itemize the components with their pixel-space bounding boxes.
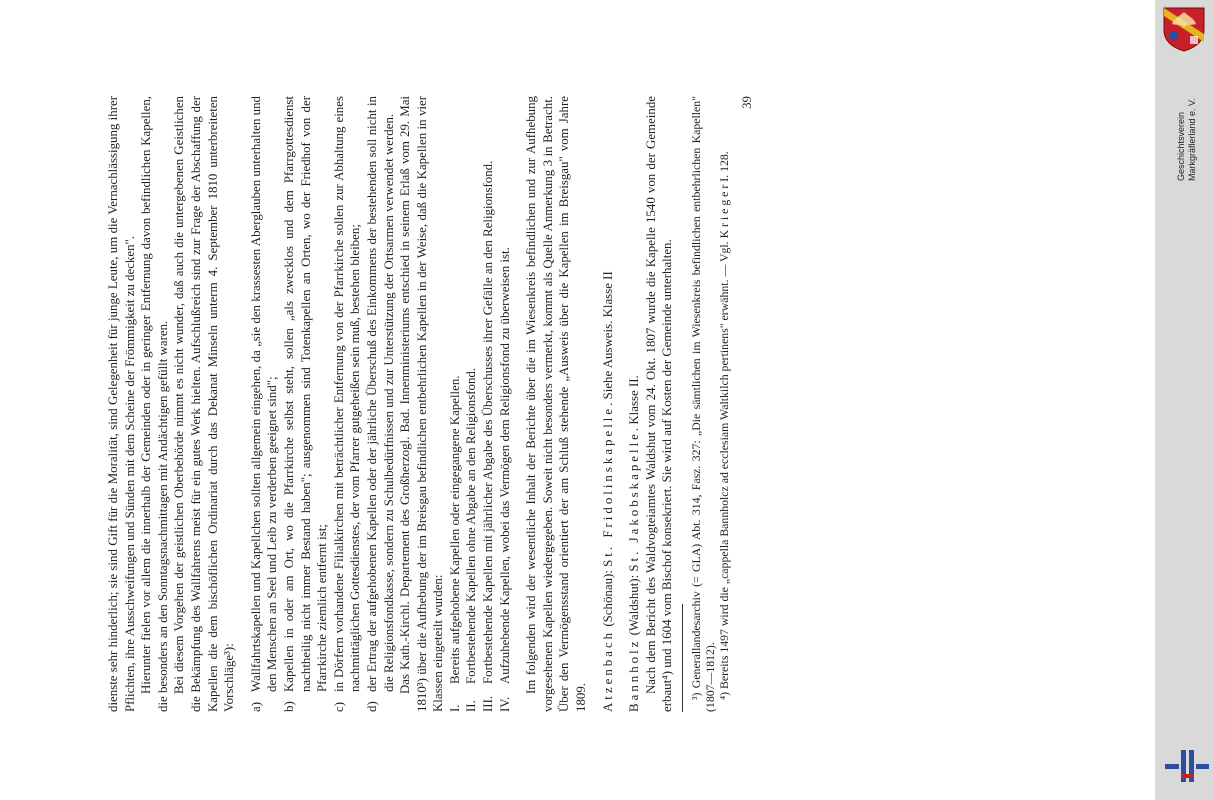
rotated-text-block xyxy=(105,96,1041,712)
page-number: 39 xyxy=(740,96,754,109)
decree-paragraph: Das Kath.-Kirchl. Departement des Großherzogl. Bad. Innenministeriums entschied in seinem Erlaß vom 29. Mai 1810³) über die Aufhebung der im Breisgau befindlichen entbehrlichen Kapellen in der Weise, daß die Kapellen in vier Klassen eingeteilt wurden: xyxy=(398,96,446,712)
heading-bannholz: Bannholz (Waldshut): St. Jakobskapelle. Klasse II. xyxy=(627,375,642,712)
list-item-d: d) der Ertrag der aufgehobenen Kapellen oder der jährliche Überschuß des Einkommens der bestehenden soll nicht in die Religionsfondkasse, sondern zu Schulbedürfnissen und zur Unterstützung der Ortsarmen verwendet werden. xyxy=(364,96,396,712)
following-paragraph: Im folgenden wird der wesentliche Inhalt der Berichte über die im Wiesenkreis befindlichen und zur Aufhebung vorgesehenen Kapellen wiedergegeben. Soweit nicht besonders vermerkt, kommt als Quelle Anmerkung 3 in Betracht. Über den Vermögensstand orientiert der am Schluß stehende „Ausweis über die Kapellen im Breisgau" vom Jahre 1809. xyxy=(524,96,589,712)
footnote-4: ⁴) Bereits 1497 wird die „cappella Bannholcz ad ecclesiam Waltkilch pertinens" erwähnt. — Vgl. K r i e g e r I. 128. xyxy=(717,151,731,700)
paragraph-2: Hierunter fielen vor allem die innerhalb der Gemeinden oder in geringer Entfernung davon befindlichen Kapellen, die besonders an den Sonntagsnachmittagen mit Andächtigen gefüllt waren. xyxy=(139,96,170,712)
coat-of-arms-icon xyxy=(1160,6,1208,52)
class-item-3: III. Fortbestehende Kapellen mit jährlicher Abgabe des Überschusses ihrer Gefälle an den Religionsfond. xyxy=(481,160,496,712)
footnote-divider xyxy=(682,604,683,712)
paragraph-1: dienste sehr hinderlich; sie sind Gift für die Moralität, sind Gelegenheit für junge Leute, um die Vernachlässigung ihrer Pflichten, ihre Ausschweifungen und Sünden mit dem Scheine der Frömmigkeit zu decken". xyxy=(106,96,137,712)
footnote-3: ³) Generallandesarchiv (= GLA) Abt. 314, Fasz. 327: „Die sämtlichen im Wiesenkreis befindlichen entbehrlichen Kapellen" (1807—1812). xyxy=(689,96,717,712)
list-item-a: a) Wallfahrtskapellen und Kapellchen sollten allgemein eingehen, da „sie den krassesten Aberglauben unterhalten und den Menschen an Seel und Leib zu verderben geeignet sind"; xyxy=(248,96,280,712)
society-name: Geschichtsverein Markgräflerland e. V. xyxy=(1176,98,1197,181)
class-item-2: II. Fortbestehende Kapellen ohne Abgabe an den Religionsfond. xyxy=(464,367,479,712)
library-logo-icon xyxy=(1165,748,1209,784)
heading-atzenbach: Atzenbach (Schönau): St. Fridolinskapelle. Siehe Ausweis. Klasse II xyxy=(600,271,615,712)
class-item-4: IV. Aufzuhebende Kapellen, wobei das Vermögen dem Religionsfond zu überweisen ist. xyxy=(497,247,512,712)
footnotes xyxy=(689,96,731,712)
bannholz-paragraph: Nach dem Bericht des Waldvogteiamtes Waldshut vom 24. Okt. 1807 wurde die Kapelle 1540 von der Gemeinde erbaut⁴) und 1604 vom Bischof konsekriert. Sie wird auf Kosten der Gemeinde unterhalten. xyxy=(643,96,675,712)
list-item-b: b) Kapellen in oder am Ort, wo die Pfarrkirche selbst steht, sollen „als zwecklos und dem Pfarrgottesdienst nachtheilig nicht immer Bestand haben"; ausgenommen sind Totenkapellen an Orten, wo der Friedhof von der Pfarrkirche ziemlich entfernt ist; xyxy=(281,96,330,712)
paragraph-3: Bei diesem Vorgehen der geistlichen Oberbehörde nimmt es nicht wunder, daß auch die untergebenen Geistlichen die Bekämpfung des Wallfahrens meist für ein gutes Werk hielten. Aufschlußreich sind zur Frage der Abschaffung der Kapellen die dem bischöflichen Ordinariat durch das Dekanat Minseln unterm 4. September 1810 unterbreiteten Vorschläge³): xyxy=(172,96,237,712)
list-item-c: c) in Dörfern vorhandene Filialkirchen mit beträchtlicher Entfernung von der Pfarrkirche sollen zur Abhaltung eines nachmittäglichen Gottesdienstes, der vom Pfarrer gutgeheißen sein muß, bestehen bleiben; xyxy=(331,96,363,712)
class-item-1: I. Bereits aufgehobene Kapellen oder eingegangene Kapellen. xyxy=(447,375,462,712)
